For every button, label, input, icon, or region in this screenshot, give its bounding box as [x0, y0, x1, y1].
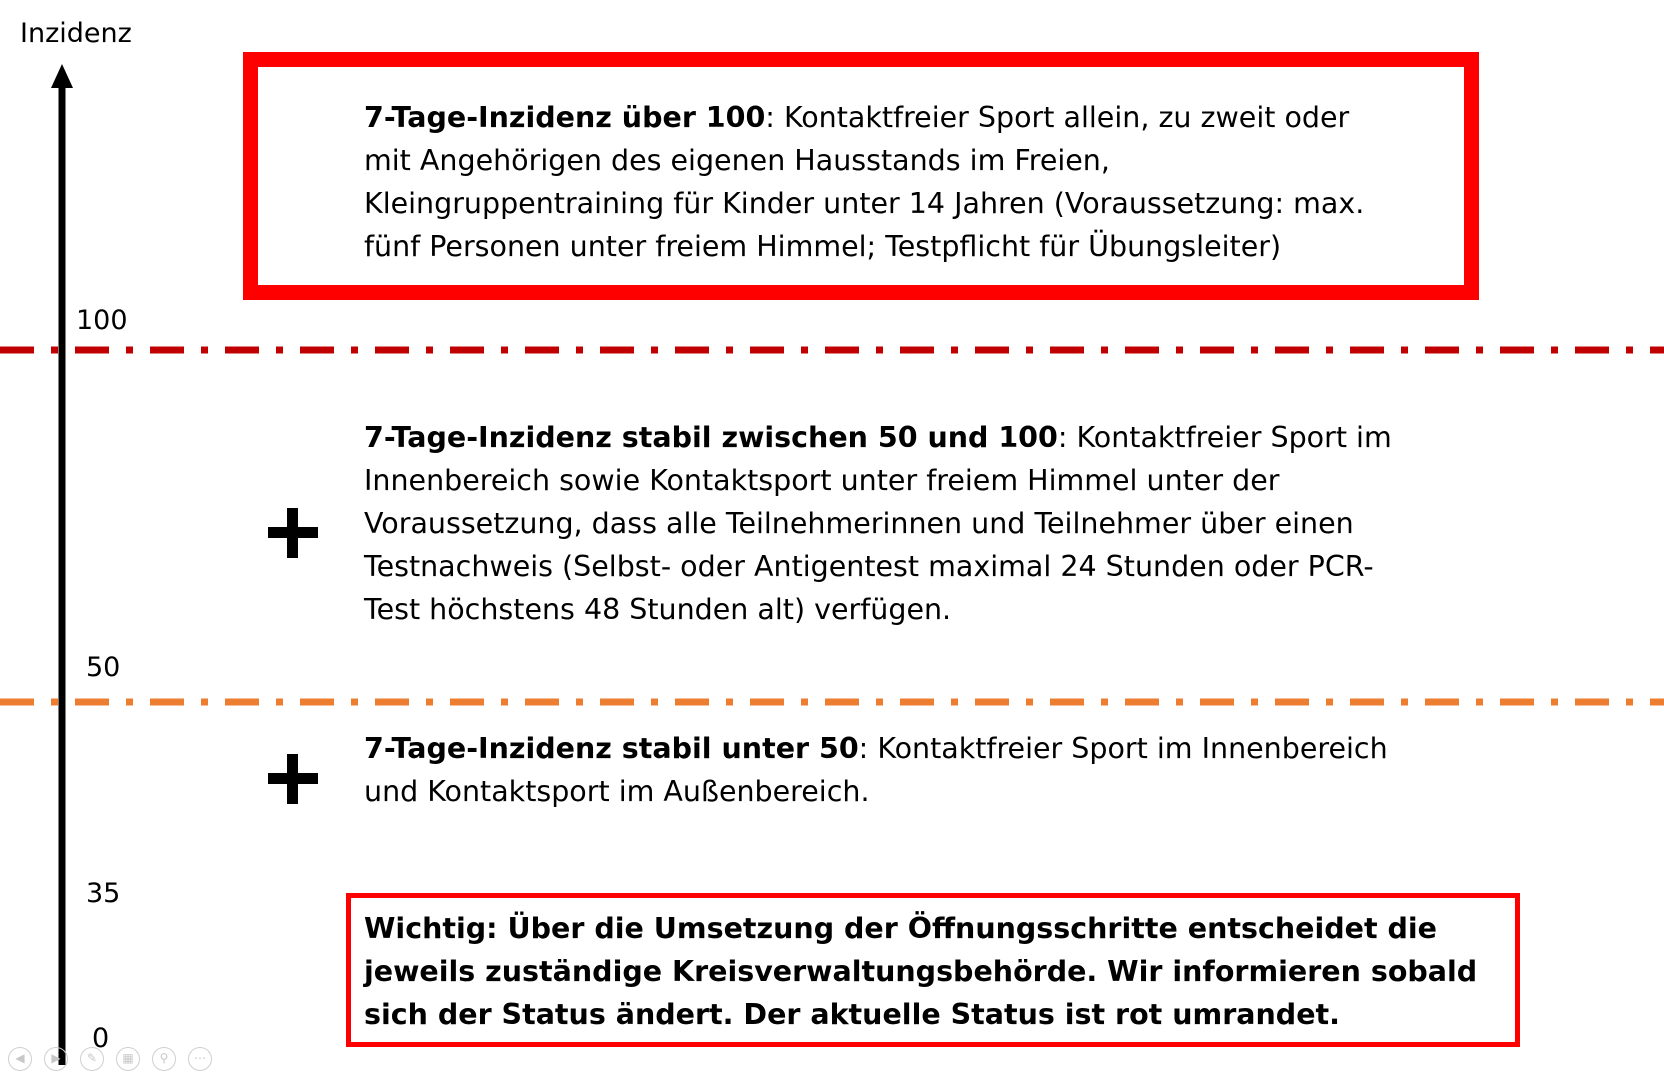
status-title: 7-Tage-Inzidenz stabil unter 50 [364, 732, 859, 765]
status-description: : Kontaktfreier Sport im Innenbereich sowie Kontaktsport unter freiem Himmel unter der Voraussetzung, dass alle Teilnehmerinnen und Teilnehmer über einen Testnachweis (Selbst- oder Antigentest maximal 24 Stunden oder PCR-Test höchstens 48 Stunden alt) verfügen. [364, 421, 1392, 626]
status-between-50-100 [364, 416, 1394, 631]
previous-icon[interactable]: ◀ [8, 1047, 32, 1071]
pen-icon[interactable]: ✎ [80, 1047, 104, 1071]
tick-label-50: 50 [86, 652, 121, 683]
status-above-100 [364, 96, 1404, 268]
status-title: 7-Tage-Inzidenz über 100 [364, 101, 766, 134]
tick-label-35: 35 [86, 878, 121, 909]
next-icon[interactable]: ▶ [44, 1047, 68, 1071]
zoom-icon[interactable]: ⚲ [152, 1047, 176, 1071]
plus-icon [268, 508, 318, 558]
y-axis-arrowhead [51, 64, 73, 88]
tick-label-100: 100 [76, 305, 128, 336]
slides-grid-icon[interactable]: ▦ [116, 1047, 140, 1071]
tick-label-0: 0 [92, 1023, 110, 1054]
axis-title: Inzidenz [20, 18, 132, 49]
status-below-50 [364, 727, 1404, 813]
plus-icon [268, 754, 318, 804]
status-title: 7-Tage-Inzidenz stabil zwischen 50 und 100 [364, 421, 1058, 454]
important-note-text: Wichtig: Über die Umsetzung der Öffnungsschritte entscheidet die jeweils zuständige Kreisverwaltungsbehörde. Wir informieren sobald sich der Status ändert. Der aktuelle Status ist rot umrandet. [364, 912, 1478, 1031]
more-icon[interactable]: ⋯ [188, 1047, 212, 1071]
status-description: : Kontaktfreier Sport im Innenbereich und Kontaktsport im Außenbereich. [364, 732, 1388, 808]
status-description: : Kontaktfreier Sport allein, zu zweit oder mit Angehörigen des eigenen Hausstands im Freien, Kleingruppentraining für Kinder unter 14 Jahren (Voraussetzung: max. fünf Personen unter freiem Himmel; Testpflicht für Übungsleiter) [364, 101, 1365, 263]
